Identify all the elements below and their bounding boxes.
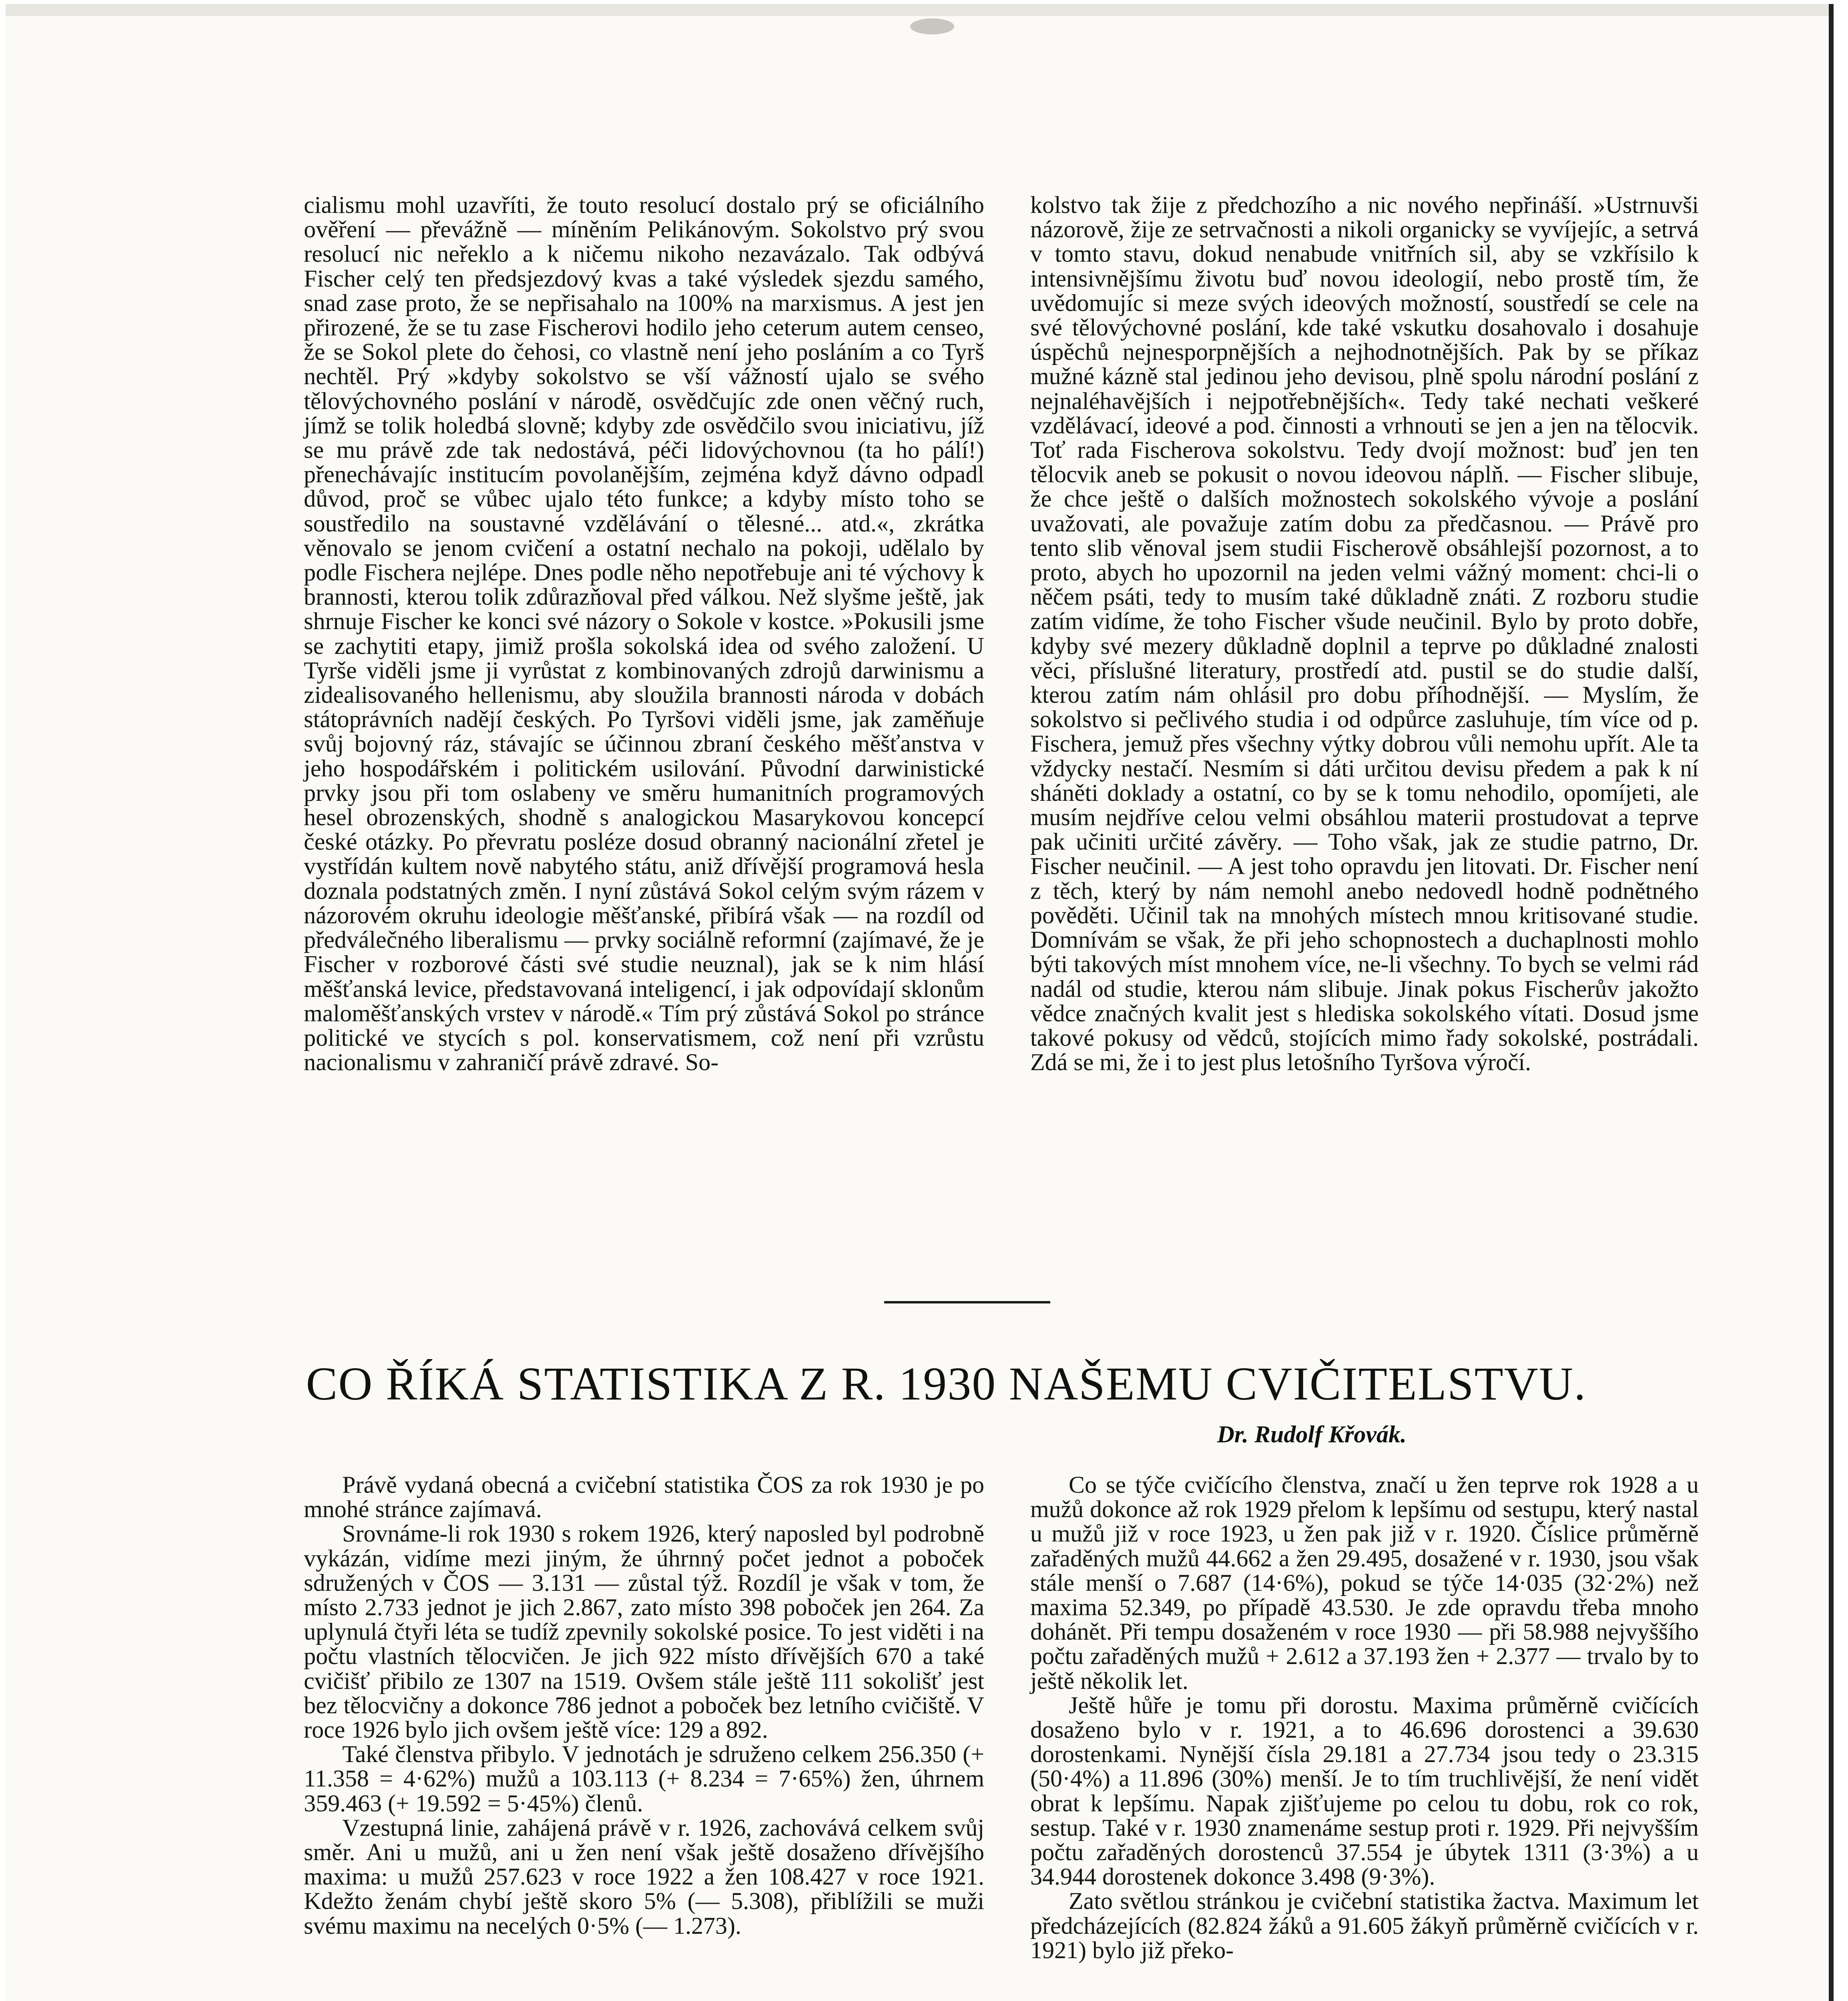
paragraph: Srovnáme-li rok 1930 s rokem 1926, který naposled byl podrobně vykázán, vidíme mezi jiným, že úhrnný počet jednot a poboček sdružených v ČOS — 3.131 — zůstal týž. Rozdíl je však v tom, že místo 2.733 jednot je jich 2.867, zato místo 398 poboček jen 264. Za uplynulá čtyři léta se tudíž zpevnily sokolské posice. To jest viděti i na počtu vlastních tělocvičen. Je jich 922 místo dřívějších 670 a také cvičišť přibilo ze 1307 na 1519. Ovšem stále ještě 111 sokolišť jest bez tělocvičny a dokonce 786 jednot a poboček bez letního cvičiště. V roce 1926 bylo jich ovšem ještě více: 129 a 892. [304,1520,984,1743]
top-left-column [304,193,984,1075]
scan-smudge [910,18,954,34]
bottom-right-column [1030,1473,1699,1963]
top-right-column [1030,193,1699,1075]
paragraph: kolstvo tak žije z předchozího a nic nového nepřináší. »Ustrnuvši názorově, žije ze setrvačnosti a nikoli organicky se vyvíjejíc, a setrvá v tomto stavu, dokud nenabude vnitřních sil, aby se vzkřísilo k intensivnějšímu životu buď novou ideologií, nebo prostě tím, že uvědomujíc si meze svých ideových možností, soustředí se cele na své tělovýchovné poslání, kde také vskutku dosahovalo i dosahuje úspěchů nejnesporpnějších a nejhodnotnějších. Pak by se příkaz mužné kázně stal jedinou jeho devisou, plně spolu národní poslání z nejnaléhavějších i nejpotřebnějších«. Tedy také nechati veškeré vzdělávací, ideové a pod. činnosti a vrhnouti se jen a jen na tělocvik. Toť rada Fischerova sokolstvu. Tedy dvojí možnost: buď jen ten tělocvik aneb se pokusit o novou ideovou náplň. — Fischer slibuje, že chce ještě o dalších možnostech sokolského vývoje a poslání uvažovati, ale považuje zatím dobu za předčasnou. — Právě pro tento slib věnoval jsem studii Fischerově obsáhlejší pozornost, a to proto, abych ho upozornil na jeden velmi vážný moment: chci-li o něčem psáti, tedy to musím také důkladně znáti. Z rozboru studie zatím vidíme, že toho Fischer všude neučinil. Bylo by proto dobře, kdyby své mezery důkladně doplnil a teprve po důkladné znalosti věci, příslušné literatury, prostředí atd. pustil se do studie další, kterou zatím nám ohlásil pro dobu příhodnější. — Myslím, že sokolstvo si pečlivého studia i od odpůrce zasluhuje, tím více od p. Fischera, jemuž přes všechny výtky dobrou vůli nemohu upřít. Ale ta vždycky nestačí. Nesmím si dáti určitou devisu předem a pak k ní sháněti doklady a ostatní, co by se k tomu nehodilo, opomíjeti, ale musím nejdříve celou velmi obsáhlou materii prostudovat a teprve pak učiniti určité závěry. — Toho však, jak ze studie patrno, Dr. Fischer neučinil. — A jest toho opravdu jen litovati. Dr. Fischer není z těch, který by nám nemohl anebo nedovedl hodně podnětného pověděti. Učinil tak na mnohých místech mnou kritisované studie. Domnívám se však, že při jeho schopnostech a duchaplnosti mohlo býti takových míst mnohem více, ne-li všechny. To bych se velmi rád nadál od studie, kterou nám slibuje. Jinak pokus Fischerův jakožto vědce značných kvalit jest s hlediska sokolského vítati. Dosud jsme takové pokusy od vědců, stojících mimo řady sokolské, postrádali. Zdá se mi, že i to jest plus letošního Tyršova výročí. [1030,192,1699,1076]
article-title: CO ŘÍKÁ STATISTIKA Z R. 1930 NAŠEMU CVIČITELSTVU. [306,1357,1587,1410]
paragraph: cialismu mohl uzavříti, že touto resolucí dostalo prý se oficiálního ověření — převážně — míněním Pelikánovým. Sokolstvo prý svou resolucí nic neřeklo a k ničemu nikoho nezavázalo. Tak odbývá Fischer celý ten předsjezdový kvas a také výsledek sjezdu samého, snad zase proto, že se nepřisahalo na 100% na marxismus. A jest jen přirozené, že se tu zase Fischerovi hodilo jeho ceterum autem censeo, že se Sokol plete do čehosi, co vlastně není jeho posláním a co Tyrš nechtěl. Prý »kdyby sokolstvo se vší vážností ujalo se svého tělovýchovného poslání v národě, osvědčujíc zde onen věčný ruch, jímž se tolik holedbá slovně; kdyby zde osvědčilo svou iniciativu, jíž se mu právě zde tak nedostává, péči lidovýchovnou (ta ho pálí!) přenechávajíc institucím povolanějším, zejména když dávno odpadl důvod, proč se vůbec ujalo této funkce; a kdyby místo toho se soustředilo na soustavné vzdělávání o tělesné... atd.«, zkrátka věnovalo se jenom cvičení a ostatní nechalo na pokoji, udělalo by podle Fischera nejlépe. Dnes podle něho nepotřebuje ani té výchovy k brannosti, kterou tolik zdůrazňoval před válkou. Než slyšme ještě, jak shrnuje Fischer ke konci své názory o Sokole v kostce. »Pokusili jsme se zachytiti etapy, jimiž prošla sokolská idea od svého založení. U Tyrše viděli jsme ji vyrůstat z kombinovaných zdrojů darwinismu a zidealisovaného hellenismu, aby sloužila brannosti národa v dobách státoprávních nadějí českých. Po Tyršovi viděli jsme, jak zaměňuje svůj bojovný ráz, stávajíc se účinnou zbraní českého měšťanstva v jeho hospodářském i politickém usilování. Původní darwinistické prvky jsou při tom oslabeny ve směru humanitních programových hesel obrozenských, shodně s analogickou Masarykovou koncepcí české otázky. Po převratu posléze dosud obranný nacionální zřetel je vystřídán kultem nově nabytého státu, aniž dřívější programová hesla doznala podstatných změn. I nyní zůstává Sokol celým svým rázem v názorovém okruhu ideologie měšťanské, přibírá však — na rozdíl od předválečného liberalismu — prvky sociálně reformní (zajímavé, že je Fischer v rozborové části své studie neuznal), jak se k nim hlásí měšťanská levice, představovaná inteligencí, i jak odpovídají sklonům maloměšťanských vrstev v národě.« Tím prý zůstává Sokol po stránce politické ve stycích s pol. konservatismem, což není při vzrůstu nacionalismu v zahraničí právě zdravé. So- [304,192,984,1076]
journal-page [6,4,1834,2001]
article-author: Dr. Rudolf Křovák. [1217,1421,1407,1448]
section-divider [884,1301,1050,1303]
paragraph: Právě vydaná obecná a cvičební statistika ČOS za rok 1930 je po mnohé stránce zajímavá. [304,1472,984,1523]
paragraph: Ještě hůře je tomu při dorostu. Maxima průměrně cvičících dosaženo bylo v r. 1921, a to 46.696 dorostenci a 39.630 dorostenkami. Nynější čísla 29.181 a 27.734 jsou tedy o 23.315 (50·4%) a 11.896 (30%) menší. Je to tím truchlivější, že není vidět obrat k lepšímu. Napak zjišťujeme po celou tu dobu, rok co rok, sestup. Také v r. 1930 znamenáme sestup proti r. 1929. Při nejvyšším počtu zařaděných dorostenců 37.554 je úbytek 1311 (3·3%) a u 34.944 dorostenek dokonce 3.498 (9·3%). [1030,1692,1699,1890]
bottom-left-column [304,1473,984,1938]
paragraph: Co se týče cvičícího členstva, značí u žen teprve rok 1928 a u mužů dokonce až rok 1929 přelom k lepšímu od sestupu, který nastal u mužů již v roce 1923, u žen pak již v r. 1920. Číslice průměrně zařaděných mužů 44.662 a žen 29.495, dosažené v r. 1930, jsou však stále menší o 7.687 (14·6%), pokud se týče 14·035 (32·2%) než maxima 52.349, po případě 43.530. Je zde opravdu třeba mnoho dohánět. Při tempu dosaženém v roce 1930 — při 58.988 nejvyššího počtu zařaděných mužů + 2.612 a 37.193 žen + 2.377 — trvalo by to ještě několik let. [1030,1472,1699,1694]
paragraph: Zato světlou stránkou je cvičební statistika žactva. Maximum let předcházejících (82.824 žáků a 91.605 žákyň průměrně cvičících v r. 1921) bylo již překo- [1030,1888,1699,1963]
page-top-edge [6,4,1829,16]
paragraph: Vzestupná linie, zahájená právě v r. 1926, zachovává celkem svůj směr. Ani u mužů, ani u žen není však ještě dosaženo dřívějšího maxima: u mužů 257.623 v roce 1922 a žen 108.427 v roce 1921. Kdežto ženám chybí ještě skoro 5% (— 5.308), přiblížili se muži svému maximu na necelých 0·5% (— 1.273). [304,1814,984,1939]
paragraph: Také členstva přibylo. V jednotách je sdruženo celkem 256.350 (+ 11.358 = 4·62%) mužů a 103.113 (+ 8.234 = 7·65%) žen, úhrnem 359.463 (+ 19.592 = 5·45%) členů. [304,1741,984,1817]
